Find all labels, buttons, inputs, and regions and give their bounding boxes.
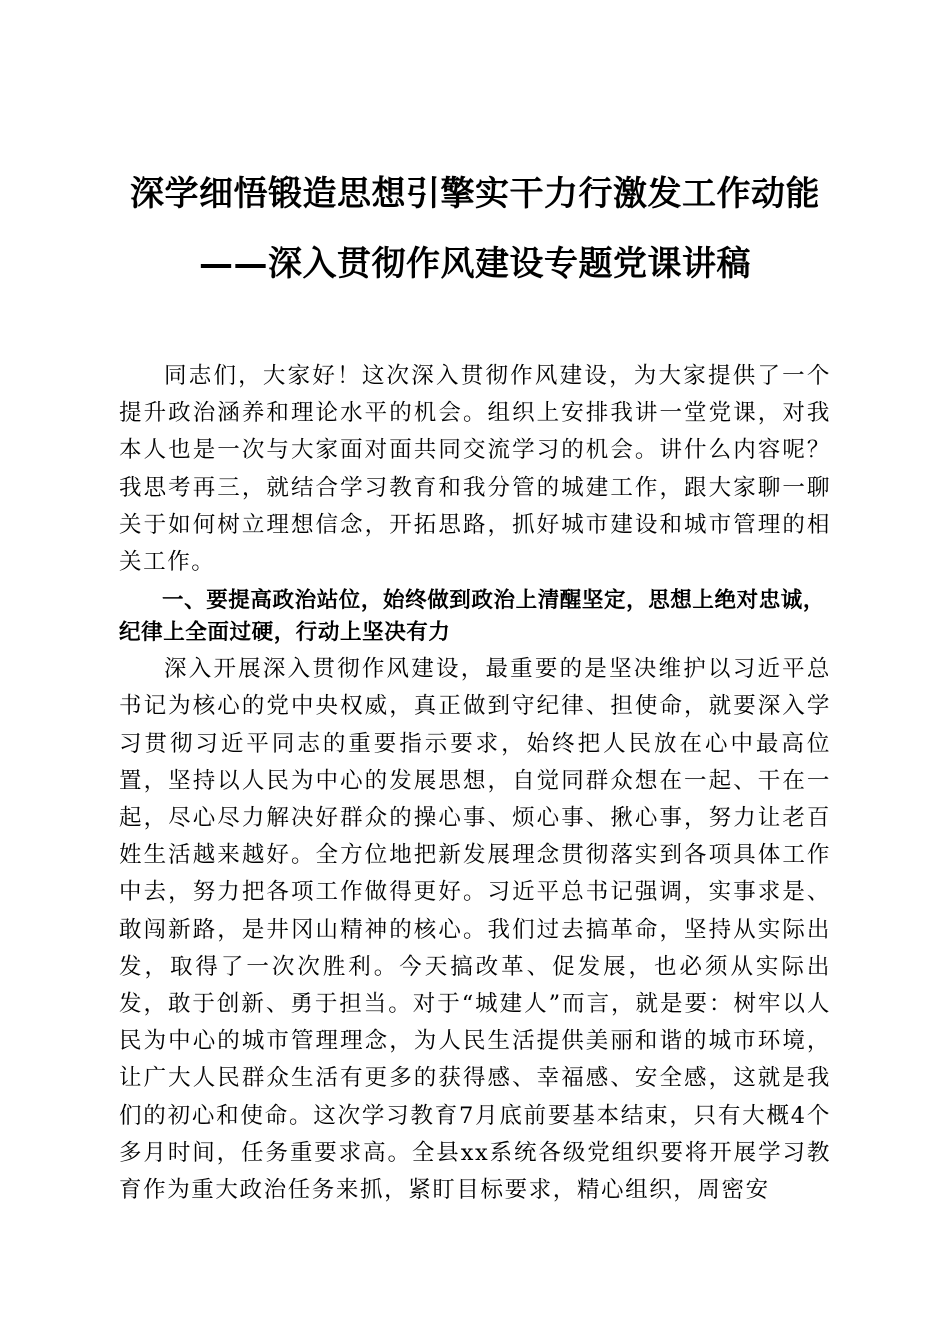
document-subtitle: ——深入贯彻作风建设专题党课讲稿 <box>199 244 751 284</box>
section-paragraph: 深入开展深入贯彻作风建设，最重要的是坚决维护以习近平总书记为核心的党中央权威，真正做到守纪律、担使命，就要深入学习贯彻习近平同志的重要指示要求，始终把人民放在心中最高位置，坚持以人民为中心的发展思想，自觉同群众想在一起、干在一起，尽心尽力解决好群众的操心事、烦心事、揪心事，努力让老百姓生活越来越好。全方位地把新发展理念贯彻落实到各项具体工作中去，努力把各项工作做得更好。习近平总书记强调，实事求是、敢闯新路，是井冈山精神的核心。我们过去搞革命，坚持从实际出发，取得了一次次胜利。今天搞改革、促发展，也必须从实际出发，敢于创新、勇于担当。对于“城建人”而言，就是要：树牢以人民为中心的城市管理理念，为人民生活提供美丽和谐的城市环境，让广大人民群众生活有更多的获得感、幸福感、安全感，这就是我们的初心和使命。这次学习教育7月底前要基本结束，只有大概4个多月时间，任务重要求高。全县xx系统各级党组织要将开展学习教育作为重大政治任务来抓，紧盯目标要求，精心组织，周密安 <box>119 656 831 1204</box>
document-body <box>119 358 831 1209</box>
document-title: 深学细悟锻造思想引擎实干力行激发工作动能 <box>130 174 820 214</box>
intro-paragraph: 同志们，大家好！这次深入贯彻作风建设，为大家提供了一个提升政治涵养和理论水平的机会。组织上安排我讲一堂党课，对我本人也是一次与大家面对面共同交流学习的机会。讲什么内容呢？我思考再三，就结合学习教育和我分管的城建工作，跟大家聊一聊关于如何树立理想信念，开拓思路，抓好城市建设和城市管理的相关工作。 <box>119 363 831 576</box>
section-heading: 一、要提高政治站位，始终做到政治上清醒坚定，思想上绝对忠诚，纪律上全面过硬，行动上坚决有力 <box>119 588 826 646</box>
